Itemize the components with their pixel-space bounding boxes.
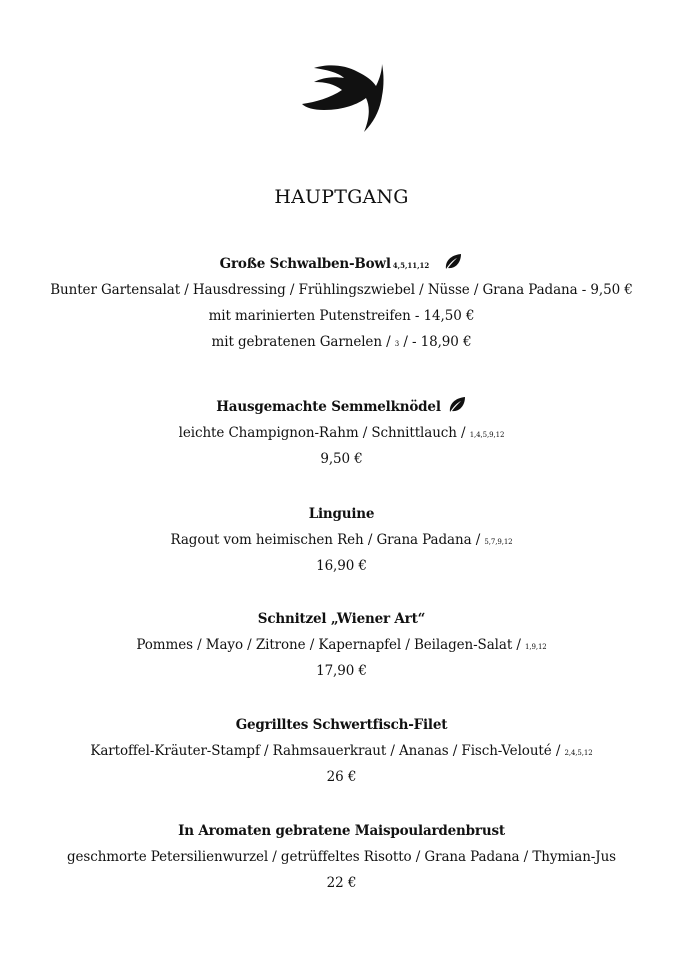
dish-title (0, 394, 683, 420)
dish-price: 26 € (326, 769, 357, 785)
dish-item (0, 251, 683, 355)
allergen-codes: 1,9,12 (524, 643, 547, 651)
dish-price: 9,50 € (320, 451, 363, 467)
dish-name: Gegrilltes Schwertfisch-Filet (235, 717, 448, 733)
dish-option: mit marinierten Putenstreifen - 14,50 € (208, 308, 475, 324)
allergen-codes: 3 (394, 340, 400, 348)
dish-option (0, 329, 683, 355)
page-title: HAUPTGANG (274, 186, 409, 208)
description-text: Kartoffel-Kräuter-Stampf / Rahmsauerkraut / Ananas / Fisch-Velouté / (90, 743, 561, 759)
dish-name: Hausgemachte Semmelknödel (216, 399, 441, 415)
option-text: mit gebratenen Garnelen / (211, 334, 391, 350)
allergen-codes: 5,7,9,12 (484, 538, 513, 546)
dish-price: 22 € (326, 875, 357, 891)
dish-item (0, 394, 683, 472)
dish-description (0, 738, 683, 764)
description-text: Pommes / Mayo / Zitrone / Kapernapfel / Beilagen-Salat / (136, 637, 521, 653)
dish-description (0, 632, 683, 658)
dish-name: Schnitzel „Wiener Art“ (257, 611, 426, 627)
dish-description (0, 420, 683, 446)
dish-price: 17,90 € (316, 663, 367, 679)
allergen-codes: 4,5,11,12 (392, 261, 430, 270)
dish-name: Große Schwalben-Bowl (219, 256, 391, 272)
option-price: / - 18,90 € (403, 334, 472, 350)
leaf-icon (447, 395, 467, 415)
dish-description (0, 527, 683, 553)
dish-description: geschmorte Petersilienwurzel / getrüffeltes Risotto / Grana Padana / Thymian-Jus (66, 849, 617, 865)
dish-name: Linguine (308, 506, 375, 522)
dish-description: Bunter Gartensalat / Hausdressing / Frühlingszwiebel / Nüsse / Grana Padana - 9,50 € (50, 282, 633, 298)
dish-item (0, 501, 683, 579)
allergen-codes: 1,4,5,9,12 (469, 431, 505, 439)
dish-title (0, 251, 683, 277)
dish-item (0, 606, 683, 684)
dish-name: In Aromaten gebratene Maispoulardenbrust (178, 823, 505, 839)
swallow-logo-icon (300, 60, 384, 140)
description-text: leichte Champignon-Rahm / Schnittlauch / (178, 425, 466, 441)
dish-item (0, 818, 683, 896)
leaf-icon (443, 252, 463, 272)
dish-item (0, 712, 683, 790)
dish-price: 16,90 € (316, 558, 367, 574)
allergen-codes: 2,4,5,12 (564, 749, 593, 757)
description-text: Ragout vom heimischen Reh / Grana Padana / (170, 532, 481, 548)
